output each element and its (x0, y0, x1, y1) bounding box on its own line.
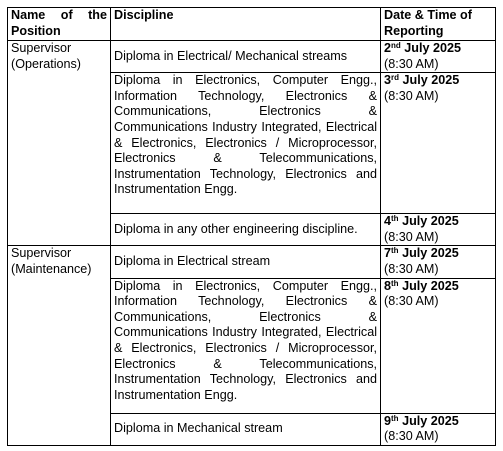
header-date-time: Date & Time of Reporting (381, 8, 496, 41)
position-cell: Supervisor (Operations) (8, 41, 111, 246)
position-cell: Supervisor (Maintenance) (8, 246, 111, 445)
reporting-time: (8:30 AM) (384, 294, 439, 309)
reporting-time: (8:30 AM) (384, 229, 439, 244)
reporting-time: (8:30 AM) (384, 261, 439, 276)
reporting-date: 8th July 2025 (384, 278, 459, 293)
reporting-date-cell (381, 278, 496, 413)
header-position: Name of the Position (8, 8, 111, 41)
discipline-cell: Diploma in Electrical/ Mechanical streams (111, 41, 381, 73)
reporting-time: (8:30 AM) (384, 429, 439, 444)
reporting-date: 7th July 2025 (384, 246, 459, 261)
reporting-date-cell (381, 413, 496, 445)
discipline-cell: Diploma in Electronics, Computer Engg., Information Technology, Electronics & Communications, Electronics & Communications Industry Integrated, Electrical & Electronics, Electronics / Microprocessor, Electronics & Telecommunications, Instrumentation Technology, Electronics and Instrumentation Engg. (111, 73, 381, 214)
discipline-cell: Diploma in Electrical stream (111, 246, 381, 278)
header-row (8, 8, 496, 41)
reporting-time: (8:30 AM) (384, 56, 439, 71)
discipline-cell: Diploma in Mechanical stream (111, 413, 381, 445)
discipline-cell: Diploma in Electronics, Computer Engg., Information Technology, Electronics & Communications, Electronics & Communications Industry Integrated, Electrical & Electronics, Electronics / Microprocessor, Electronics & Telecommunications, Instrumentation Technology, Electronics and Instrumentation Engg. (111, 278, 381, 413)
discipline-cell: Diploma in any other engineering discipline. (111, 214, 381, 246)
header-discipline: Discipline (111, 8, 381, 41)
table-row (8, 246, 496, 278)
reporting-date-cell (381, 246, 496, 278)
table-row (8, 41, 496, 73)
reporting-date-cell (381, 73, 496, 214)
reporting-schedule-table (7, 7, 496, 446)
reporting-date: 3rd July 2025 (384, 73, 460, 88)
reporting-date: 2nd July 2025 (384, 41, 462, 55)
reporting-date: 4th July 2025 (384, 214, 459, 229)
reporting-time: (8:30 AM) (384, 88, 439, 103)
reporting-date-cell (381, 214, 496, 246)
reporting-date-cell (381, 41, 496, 73)
reporting-date: 9th July 2025 (384, 413, 459, 428)
